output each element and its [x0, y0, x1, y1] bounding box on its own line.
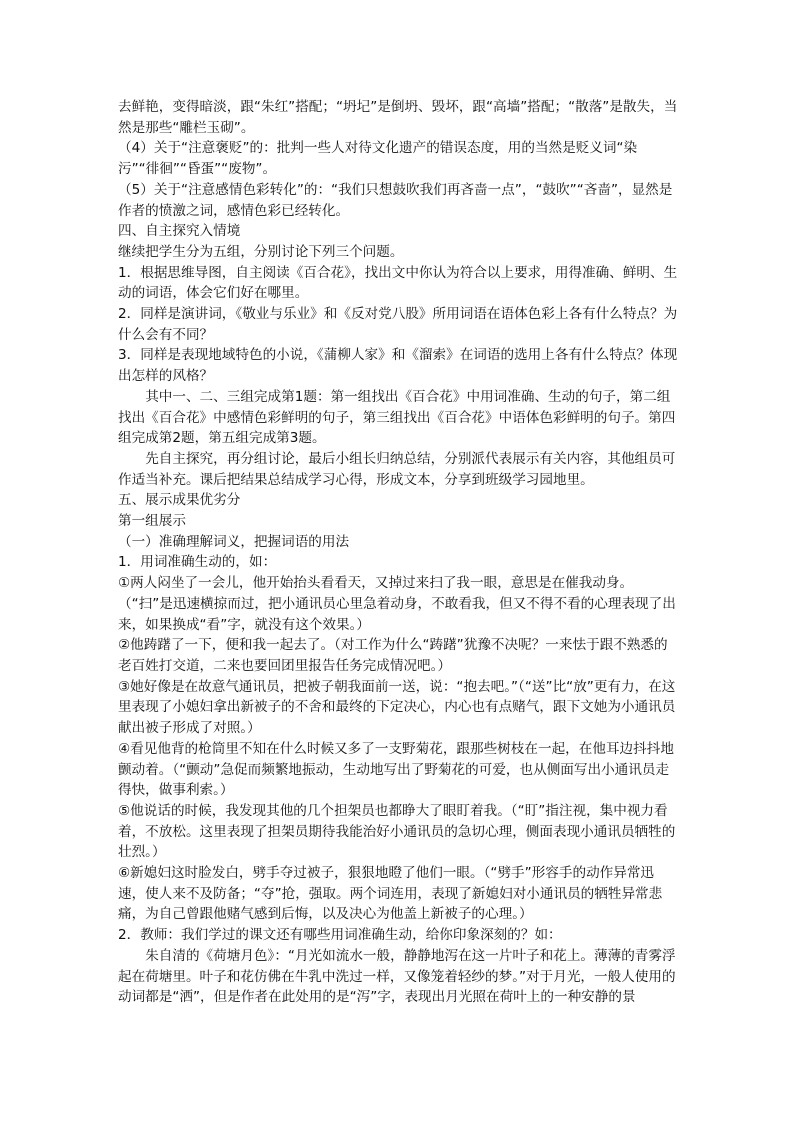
paragraph-grouping: 继续把学生分为五组，分别讨论下列三个问题。 — [118, 243, 404, 260]
example-4: ④看见他背的枪筒里不知在什么时候又多了一支野菊花，跟那些树枝在一起，在他耳边抖抖地颤动着。（“颤动”急促而频繁地振动，生动地写出了野菊花的可爱，也从侧面写出小通讯员走得快，做事利索。） — [118, 740, 674, 799]
section-heading-4: 四、自主探究入情境 — [118, 223, 241, 240]
paragraph-point-5: （5）关于“注意感情色彩转化”的：“我们只想鼓吹我们再吝啬一点”，“鼓吹”“吝啬”，显然是作者的愤激之词，感情色彩已经转化。 — [118, 181, 673, 219]
example-6: ⑥新媳妇这时脸发白，劈手夺过被子，狠狠地瞪了他们一眼。（“劈手”形容手的动作异常迅速，使人来不及防备；“夺”抢，强取。两个词连用，表现了新媳妇对小通讯员的牺牲异常悲痛，为自己曾跟他赌气感到后悔，以及决心为他盖上新被子的心理。） — [118, 865, 663, 923]
example-3: ③她好像是在故意气通讯员，把被子朝我面前一送，说：“抱去吧。”（“送”比“放”更有力，在这里表现了小媳妇拿出新被子的不舍和最终的下定决心，内心也有点赌气，跟下文她为小通讯员献出被子形成了对照。） — [118, 678, 676, 737]
paragraph-task-assignment: 其中一、二、三组完成第1题：第一组找出《百合花》中用词准确、生动的句子，第二组找出《百合花》中感情色彩鲜明的句子，第三组找出《百合花》中语体色彩鲜明的句子。第四组完成第2题，第五组完成第3题。 — [118, 388, 676, 447]
paragraph-procedure: 先自主探究，再分组讨论，最后小组长归纳总结，分别派代表展示有关内容，其他组员可作适当补充。课后把结果总结成学习心得，形成文本，分享到班级学习园地里。 — [118, 450, 676, 488]
document-page — [118, 97, 678, 1008]
section-heading-5: 五、展示成果优劣分 — [118, 492, 241, 509]
example-1: ①两人闷坐了一会儿，他开始抬头看看天，又掉过来扫了我一眼，意思是在催我动身。（“扫”是迅速横掠而过，把小通讯员心里急着动身，不敢看我，但又不得不看的心理表现了出来，如果换成“看”字，就没有这个效果。） — [118, 575, 676, 633]
question-3: 3．同样是表现地域特色的小说，《蒲柳人家》和《溜索》在词语的选用上各有什么特点？体现出怎样的风格？ — [118, 347, 678, 385]
paragraph-moonlight-example: 朱自清的《荷塘月色》：“月光如流水一般，静静地泻在这一片叶子和花上。薄薄的青雾浮起在荷塘里。叶子和花仿佛在牛乳中洗过一样，又像笼着轻纱的梦。”对于月光，一般人使用的动词都是“洒”，但是作者在此处用的是“泻”字，表现出月光照在荷叶上的一种安静的景 — [118, 947, 676, 1006]
example-2: ②他踌躇了一下，便和我一起去了。（对工作为什么“踌躇”犹豫不决呢？一来怯于跟不熟悉的老百姓打交道，二来也要回团里报告任务完成情况吧。） — [118, 637, 668, 674]
question-2: 2．同样是演讲词，《敬业与乐业》和《反对党八股》所用词语在语体色彩上各有什么特点？为什么会有不同？ — [118, 306, 678, 343]
subheading-1: （一）准确理解词义，把握词语的用法 — [118, 533, 350, 550]
item-2-heading: 2．教师：我们学过的课文还有哪些用词准确生动，给你印象深刻的？如： — [118, 927, 562, 944]
paragraph-point-4: （4）关于“注意褒贬”的：批判一些人对待文化遗产的错误态度，用的当然是贬义词“染污”“徘徊”“昏蛋”“废物”。 — [118, 140, 638, 178]
item-1-heading: 1．用词准确生动的，如： — [118, 554, 277, 571]
example-5: ⑤他说话的时候，我发现其他的几个担架员也都睁大了眼盯着我。（“盯”指注视，集中视力看着，不放松。这里表现了担架员期待我能治好小通讯员的急切心理，侧面表现小通讯员牺牲的壮烈。） — [118, 802, 676, 861]
question-1: 1．根据思维导图，自主阅读《百合花》，找出文中你认为符合以上要求，用得准确、鲜明、生动的词语，体会它们好在哪里。 — [118, 264, 678, 302]
group-1-heading: 第一组展示 — [118, 513, 186, 530]
paragraph-continuation: 去鲜艳，变得暗淡，跟“朱红”搭配；“坍圮”是倒坍、毁坏，跟“高墙”搭配；“散落”是散失，当然是那些“雕栏玉砌”。 — [118, 99, 678, 136]
